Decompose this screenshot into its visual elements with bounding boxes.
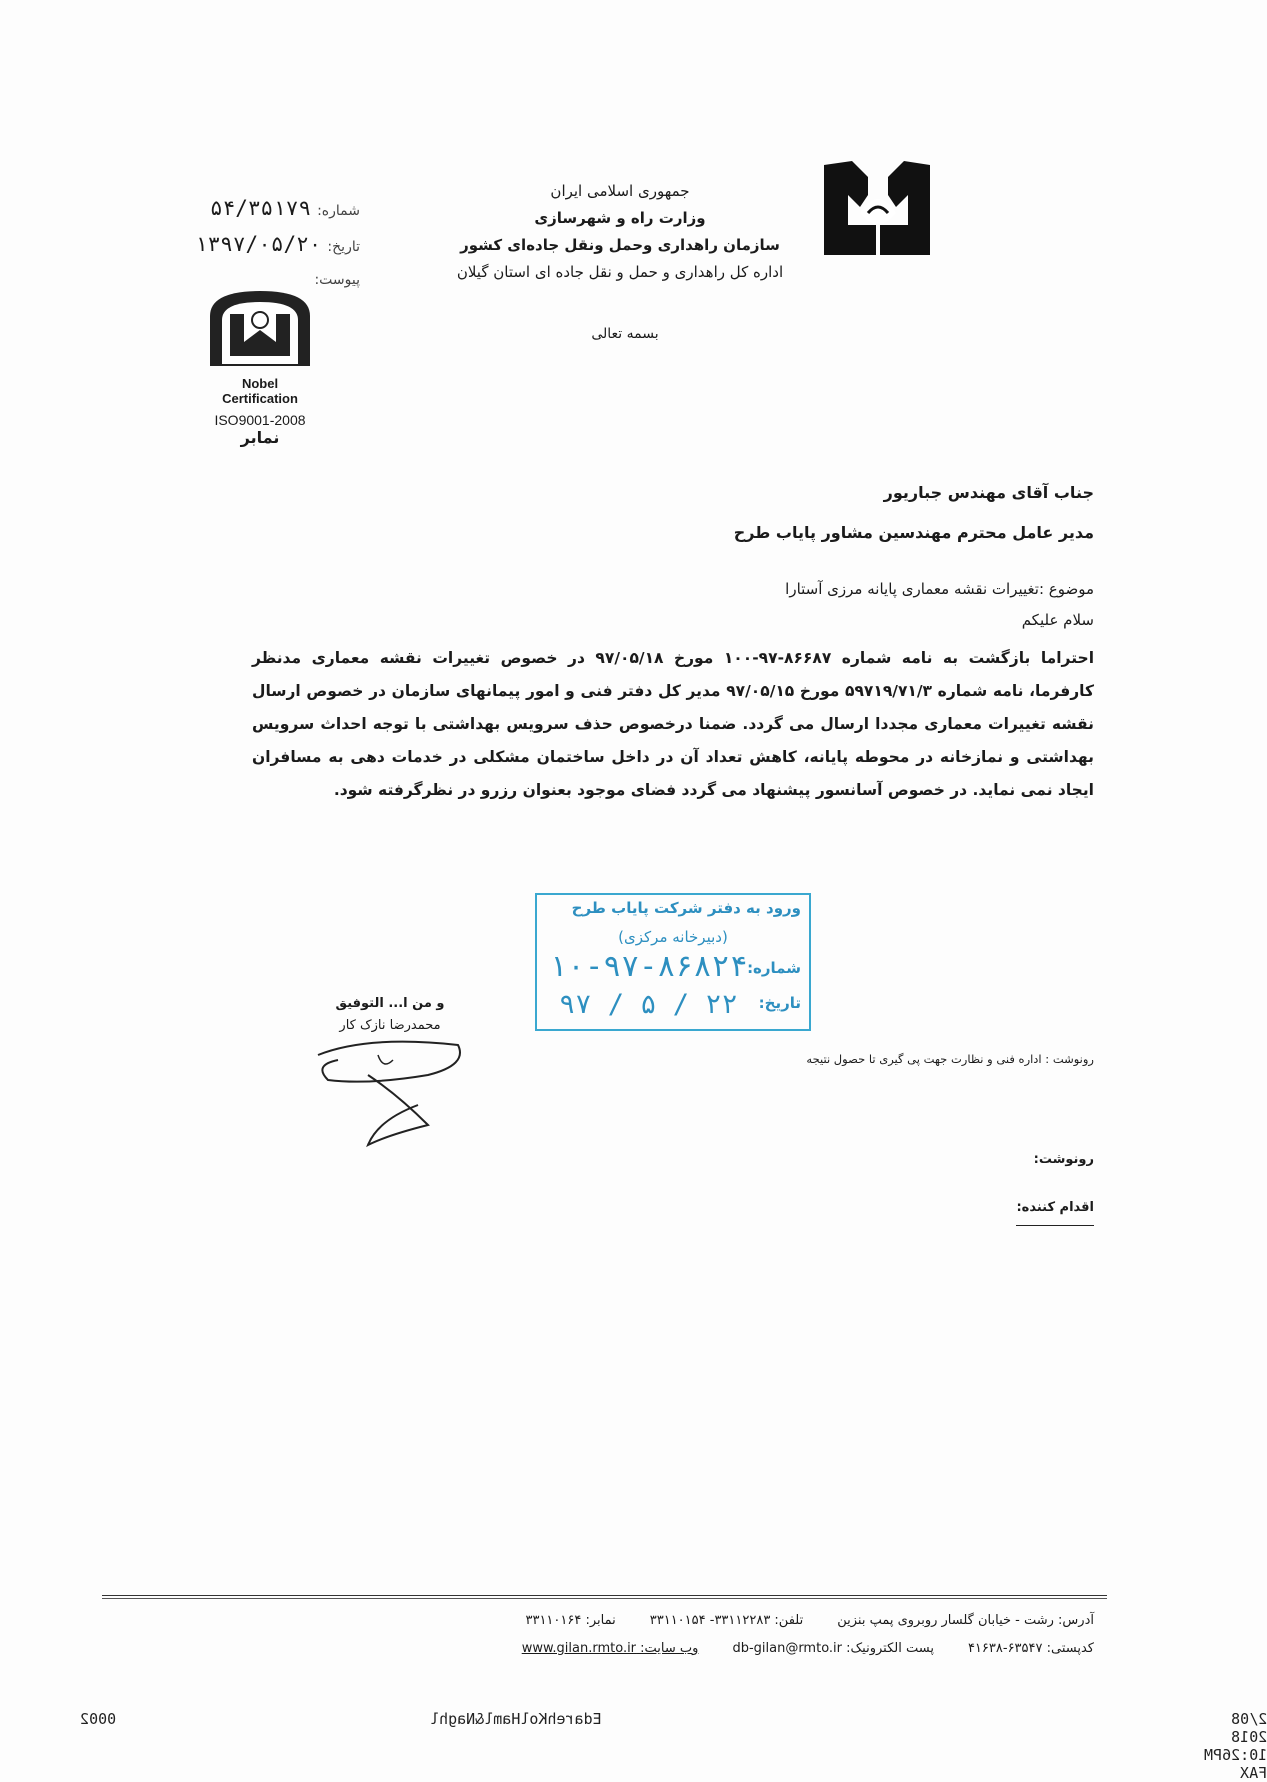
- signatory-name: محمدرضا نازک کار: [339, 1018, 441, 1033]
- subject-block: [294, 574, 1094, 636]
- recipient-block: [294, 473, 1094, 553]
- signature-block: [300, 993, 480, 1037]
- stamp-number-label: شماره:: [747, 959, 801, 977]
- footer-divider-2: [102, 1598, 1107, 1599]
- footer-postal: کدپستی: ۶۳۵۴۷-۴۱۶۳۸: [967, 1641, 1094, 1656]
- footer-fax: نمابر: ۳۳۱۱۰۱۶۴: [525, 1613, 616, 1628]
- fax-timestamp: 2/08 2018 10:26PM FAX: [1204, 1710, 1267, 1782]
- certification-name-2: Certification: [222, 391, 298, 406]
- handwritten-signature-icon: [308, 1035, 478, 1150]
- fax-mark: نمابر: [240, 428, 280, 447]
- recipient-title: مدیر عامل محترم مهندسین مشاور پایاب طرح: [733, 523, 1094, 542]
- footer-divider: [102, 1595, 1107, 1596]
- letterhead-organization: سازمان راهداری وحمل ونقل جاده‌ای کشور: [460, 236, 780, 254]
- footer-phone: تلفن: ۳۳۱۱۲۲۸۳- ۳۳۱۱۰۱۵۴: [649, 1613, 804, 1628]
- closing-phrase: و من ا... التوفیق: [335, 996, 445, 1011]
- ministry-emblem-icon: [818, 155, 938, 265]
- fax-transmission-line: [0, 1710, 1267, 1782]
- attachment-label: پیوست:: [314, 272, 360, 288]
- greeting: سلام علیکم: [1021, 611, 1094, 629]
- subject-line: موضوع :تغییرات نقشه معماری پایانه مرزی آستارا: [785, 580, 1094, 598]
- footer-email: پست الکترونیک: db-gilan@rmto.ir: [732, 1641, 934, 1656]
- letterhead: [420, 178, 820, 286]
- date-value: ۱۳۹۷/۰۵/۲۰: [194, 232, 322, 256]
- fax-page: 0002: [80, 1710, 117, 1728]
- certification-iso: ISO9001-2008: [214, 412, 306, 428]
- letter-body: احتراما بازگشت به نامه شماره ۸۶۶۸۷-۹۷-۱۰۰ مورخ ۹۷/۰۵/۱۸ در خصوص تغییرات نقشه معماری مدنظر کارفرما، نامه شماره ۵۹۷۱۹/۷۱/۳ مورخ ۹۷/۰۵/۱۵ مدیر کل دفتر فنی و امور پیمانهای سازمان در خصوص ارسال نقشه تغییرات معماری مجددا ارسال می گردد. ضمنا درخصوص حذف سرویس بهداشتی با توجه احداث سرویس بهداشتی و نمازخانه در محوطه پایانه، کاهش تعداد آن در داخل ساختمان مشکلی در خدمات دهی به مسافران ایجاد نمی نماید. در خصوص آسانسور پیشنهاد می گردد فضای موجود بعنوان رزرو در نظرگرفته شود.: [252, 649, 1095, 799]
- stamp-date-handwritten: ۹۷ / ۵ / ۲۲: [559, 989, 738, 1020]
- letter-meta: [170, 192, 360, 297]
- fax-sender: EdarehKolHaml&Naghl: [430, 1710, 602, 1728]
- letterhead-department: اداره کل راهداری و حمل و نقل جاده ای استان گیلان: [456, 263, 784, 281]
- stamp-subtitle: (دبیرخانه مرکزی): [618, 928, 728, 946]
- certification-logo-icon: [190, 286, 330, 376]
- copy-to-line: رونوشت : اداره فنی و نظارت جهت پی گیری تا حصول نتیجه: [806, 1052, 1094, 1066]
- footer: [214, 1607, 1094, 1663]
- number-label: شماره:: [317, 203, 360, 219]
- certification-badge: [190, 286, 330, 447]
- number-value: ۵۴/۳۵۱۷۹: [209, 196, 312, 220]
- basmala: بسمه تعالی: [591, 326, 659, 342]
- recipient-name: جناب آقای مهندس جباریور: [883, 483, 1094, 502]
- copy-block: [894, 1143, 1094, 1226]
- date-label: تاریخ:: [327, 239, 360, 255]
- stamp-date-label: تاریخ:: [758, 994, 801, 1012]
- stamp-number-handwritten: ۱۰-۹۷-۸۶۸۲۴: [549, 949, 748, 984]
- letterhead-country: جمهوری اسلامی ایران: [550, 182, 690, 200]
- stamp-title: ورود به دفتر شرکت پایاب طرح: [571, 899, 801, 917]
- certification-name-1: Nobel: [241, 376, 279, 391]
- action-by-label: اقدام کننده:: [1016, 1191, 1094, 1226]
- footer-address: آدرس: رشت - خیابان گلسار روبروی پمپ بنزین: [837, 1613, 1094, 1628]
- footer-website: وب سایت: www.gilan.rmto.ir: [521, 1641, 699, 1656]
- letterhead-ministry: وزارت راه و شهرسازی: [534, 209, 706, 227]
- receipt-stamp: [535, 893, 811, 1031]
- copy-label: رونوشت:: [1033, 1152, 1094, 1167]
